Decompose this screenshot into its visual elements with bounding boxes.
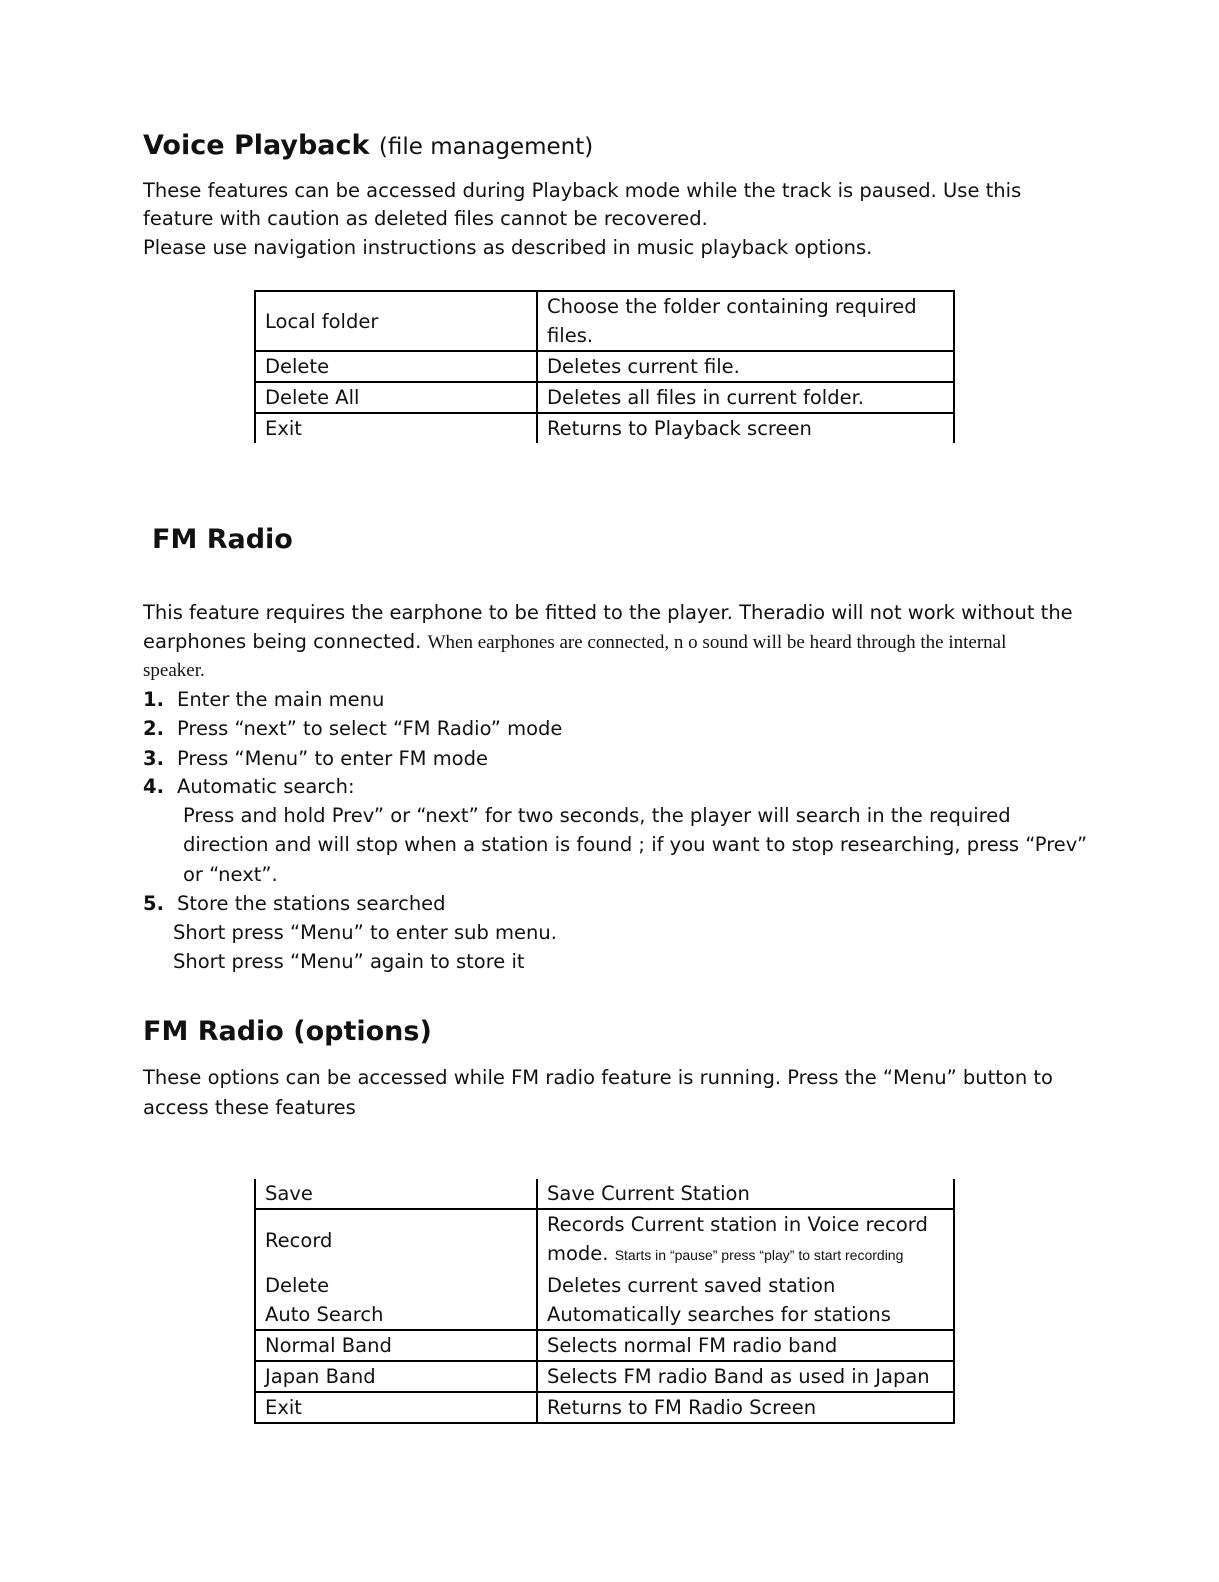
voice-intro-line3: Please use navigation instructions as described in music playback options. (143, 236, 873, 259)
list-item (143, 685, 384, 714)
option-cell: Auto Search (255, 1300, 537, 1330)
option-cell: Delete All (255, 382, 537, 413)
step-number: 5. (143, 892, 164, 915)
list-item (143, 714, 562, 743)
voice-intro-line2: feature with caution as deleted files cannot be recovered. (143, 207, 708, 230)
step-text: Press “Menu” to enter FM mode (177, 747, 488, 770)
description-line: Choose the folder containing required (547, 295, 917, 318)
step5-detail-line2: Short press “Menu” again to store it (173, 950, 525, 973)
voice-playback-heading (143, 130, 593, 161)
fm-intro-line3: speaker. (143, 660, 205, 681)
list-item (143, 772, 355, 801)
fm-options-heading: FM Radio (options) (143, 1016, 432, 1047)
description-cell: Returns to FM Radio Screen (537, 1392, 954, 1423)
table-row (255, 1209, 954, 1270)
description-note: Starts in “pause” press “play” to start recording (614, 1247, 904, 1263)
table-row (255, 1361, 954, 1392)
option-cell: Delete (255, 1270, 537, 1300)
step5-detail-line1: Short press “Menu” to enter sub menu. (173, 921, 557, 944)
option-cell: Exit (255, 1392, 537, 1423)
option-cell: Japan Band (255, 1361, 537, 1392)
step4-detail-line1: Press and hold Prev” or “next” for two seconds, the player will search in the required (183, 804, 1011, 827)
step-number: 1. (143, 688, 164, 711)
fm-options-intro-line2: access these features (143, 1096, 356, 1119)
option-cell: Record (255, 1209, 537, 1270)
table-row (255, 413, 954, 443)
step4-detail-line2: direction and will stop when a station is found ; if you want to stop researching, press “Prev” (183, 833, 1088, 856)
table-row (255, 1300, 954, 1330)
description-text: mode. (547, 1242, 609, 1265)
step-text: Press “next” to select “FM Radio” mode (177, 717, 563, 740)
fm-intro-line2-a: earphones being connected. (143, 630, 422, 653)
fm-intro-line2 (143, 627, 1006, 657)
description-cell: Save Current Station (537, 1179, 954, 1209)
description-cell: Selects FM radio Band as used in Japan (537, 1361, 954, 1392)
step-number: 4. (143, 775, 164, 798)
fm-radio-heading: FM Radio (152, 524, 293, 555)
step4-detail-line3: or “next”. (183, 863, 278, 886)
voice-playback-title: Voice Playback (143, 130, 370, 161)
description-cell: Returns to Playback screen (537, 413, 954, 443)
list-item (143, 744, 488, 773)
step-number: 2. (143, 717, 164, 740)
option-cell: Local folder (255, 291, 537, 351)
step-text: Store the stations searched (177, 892, 446, 915)
fm-intro-line2-b: When earphones are connected, n o sound will be heard through the internal (427, 632, 1007, 653)
description-cell (537, 1209, 954, 1270)
voice-intro-line1: These features can be accessed during Playback mode while the track is paused. Use this (143, 179, 1022, 202)
description-cell: Selects normal FM radio band (537, 1330, 954, 1361)
list-item (143, 889, 446, 918)
option-cell: Normal Band (255, 1330, 537, 1361)
fm-intro-line1: This feature requires the earphone to be fitted to the player. Theradio will not work without the (143, 601, 1073, 624)
table-row (255, 291, 954, 351)
table-row (255, 1330, 954, 1361)
table-row (255, 351, 954, 382)
description-cell: Deletes current saved station (537, 1270, 954, 1300)
fm-options-intro-line1: These options can be accessed while FM radio feature is running. Press the “Menu” button to (143, 1066, 1053, 1089)
table-row (255, 1270, 954, 1300)
option-cell: Delete (255, 351, 537, 382)
option-cell: Exit (255, 413, 537, 443)
description-cell: Automatically searches for stations (537, 1300, 954, 1330)
table-row (255, 1179, 954, 1209)
description-cell (537, 291, 954, 351)
description-cell: Deletes current file. (537, 351, 954, 382)
table-row (255, 382, 954, 413)
description-line: Records Current station in Voice record (547, 1213, 928, 1236)
step-text: Automatic search: (177, 775, 355, 798)
voice-options-table (254, 290, 955, 443)
voice-playback-subtitle: (file management) (378, 134, 594, 160)
description-cell: Deletes all files in current folder. (537, 382, 954, 413)
option-cell: Save (255, 1179, 537, 1209)
table-row (255, 1392, 954, 1423)
description-line (547, 1239, 944, 1270)
description-line: files. (547, 324, 594, 347)
step-text: Enter the main menu (177, 688, 385, 711)
step-number: 3. (143, 747, 164, 770)
fm-options-table (254, 1179, 955, 1424)
